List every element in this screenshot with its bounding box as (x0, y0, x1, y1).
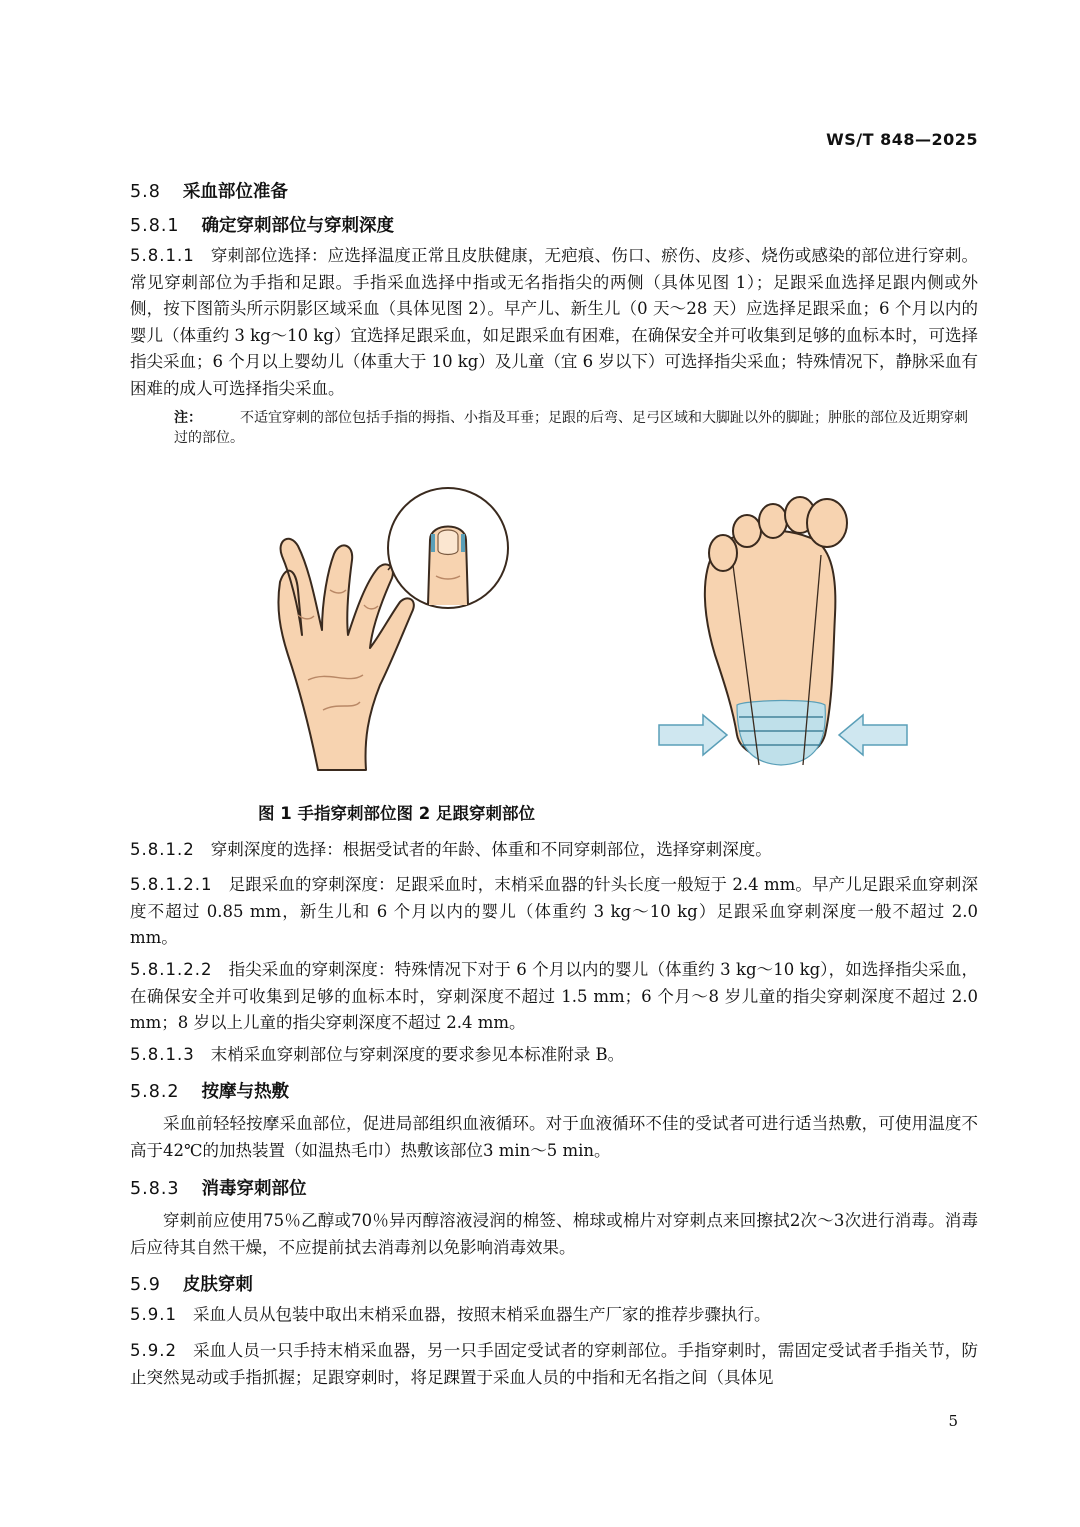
section-number: 5.9 (130, 1275, 161, 1295)
paragraph-5-8-3: 穿刺前应使用75％乙醇或70％异丙醇溶液浸润的棉签、棉球或棉片对穿刺点来回擦拭2次～3次进行消毒。消毒后应待其自然干燥，不应提前拭去消毒剂以免影响消毒效果。 (130, 1211, 978, 1257)
paragraph-5-8-1-1 (130, 243, 978, 402)
section-number: 5.8.1 (130, 216, 180, 236)
clause-text: 穿刺深度的选择：根据受试者的年龄、体重和不同穿刺部位，选择穿刺深度。 (210, 840, 772, 859)
paragraph-5-9-1 (130, 1302, 978, 1329)
section-heading-5-8 (130, 178, 288, 203)
standard-number: WS/T 848—2025 (826, 130, 978, 149)
hand-figure (268, 470, 528, 780)
clause-number: 5.8.1.2.2 (130, 960, 213, 979)
clause-number: 5.8.1.2 (130, 840, 195, 859)
note (174, 408, 978, 448)
section-title: 皮肤穿刺 (182, 1275, 253, 1295)
section-title: 确定穿刺部位与穿刺深度 (201, 216, 395, 236)
section-number: 5.8.2 (130, 1082, 180, 1102)
clause-text: 指尖采血的穿刺深度：特殊情况下对于 6 个月以内的婴儿（体重约 3 kg～10 kg），如选择指尖采血，在确保安全并可收集到足够的血标本时，穿刺深度不超过 1.5 mm；6 个月～8 岁儿童的指尖穿刺深度不超过 2.0 mm；8 岁以上儿童的指尖穿刺深度不超过 2.4 mm。 (130, 960, 978, 1032)
figure-caption: 图 1 手指穿刺部位图 2 足跟穿刺部位 (258, 804, 535, 823)
note-label: 注： (174, 410, 202, 426)
section-heading-5-8-2 (130, 1078, 289, 1103)
section-title: 按摩与热敷 (201, 1082, 290, 1102)
paragraph-5-8-1-2 (130, 837, 978, 864)
section-number: 5.8.3 (130, 1179, 180, 1199)
foot-sole-figure (655, 495, 915, 780)
paragraph-5-8-1-2-1 (130, 872, 978, 952)
section-heading-5-9 (130, 1271, 253, 1296)
clause-text: 采血人员一只手持末梢采血器，另一只手固定受试者的穿刺部位。手指穿刺时，需固定受试者手指关节，防止突然晃动或手指抓握；足跟穿刺时，将足踝置于采血人员的中指和无名指之间（具体见 (130, 1341, 978, 1387)
section-title: 采血部位准备 (182, 182, 288, 202)
section-heading-5-8-3 (130, 1175, 307, 1200)
clause-number: 5.8.1.1 (130, 246, 195, 265)
clause-number: 5.8.1.2.1 (130, 875, 213, 894)
clause-text: 穿刺部位选择：应选择温度正常且皮肤健康，无疤痕、伤口、瘀伤、皮疹、烧伤或感染的部位进行穿刺。常见穿刺部位为手指和足跟。手指采血选择中指或无名指指尖的两侧（具体见图 1）；足跟采血选择足跟内侧或外侧，按下图箭头所示阴影区域采血（具体见图 2）。早产儿、新生儿（0 天～28 天）应选择足跟采血；6 个月以内的婴儿（体重约 3 kg～10 kg）宜选择足跟采血，如足跟采血有困难，在确保安全并可收集到足够的血标本时，可选择指尖采血；6 个月以上婴幼儿（体重大于 10 kg）及儿童（宜 6 岁以下）可选择指尖采血；特殊情况下，静脉采血有困难的成人可选择指尖采血。 (130, 246, 978, 398)
clause-number: 5.9.1 (130, 1305, 177, 1324)
paragraph-5-9-2 (130, 1338, 978, 1391)
clause-text: 采血人员从包装中取出末梢采血器，按照末梢采血器生产厂家的推荐步骤执行。 (192, 1305, 771, 1324)
section-heading-5-8-1 (130, 212, 394, 237)
paragraph-5-8-1-3 (130, 1042, 978, 1069)
clause-number: 5.9.2 (130, 1341, 177, 1360)
paragraph-5-8-2: 采血前轻轻按摩采血部位，促进局部组织血液循环。对于血液循环不佳的受试者可进行适当热敷，可使用温度不高于42℃的加热装置（如温热毛巾）热敷该部位3 min～5 min。 (130, 1114, 978, 1160)
section-number: 5.8 (130, 182, 161, 202)
section-title: 消毒穿刺部位 (201, 1179, 307, 1199)
note-text: 不适宜穿刺的部位包括手指的拇指、小指及耳垂；足跟的后弯、足弓区域和大脚趾以外的脚趾；肿胀的部位及近期穿刺过的部位。 (174, 410, 968, 446)
paragraph-5-8-1-2-2 (130, 957, 978, 1037)
page-number: 5 (948, 1412, 958, 1430)
clause-text: 足跟采血的穿刺深度：足跟采血时，末梢采血器的针头长度一般短于 2.4 mm。早产儿足跟采血穿刺深度不超过 0.85 mm，新生儿和 6 个月以内的婴儿（体重约 3 kg～10 kg）足跟采血穿刺深度一般不超过 2.0 mm。 (130, 875, 978, 947)
clause-text: 末梢采血穿刺部位与穿刺深度的要求参见本标准附录 B。 (210, 1045, 625, 1064)
clause-number: 5.8.1.3 (130, 1045, 195, 1064)
